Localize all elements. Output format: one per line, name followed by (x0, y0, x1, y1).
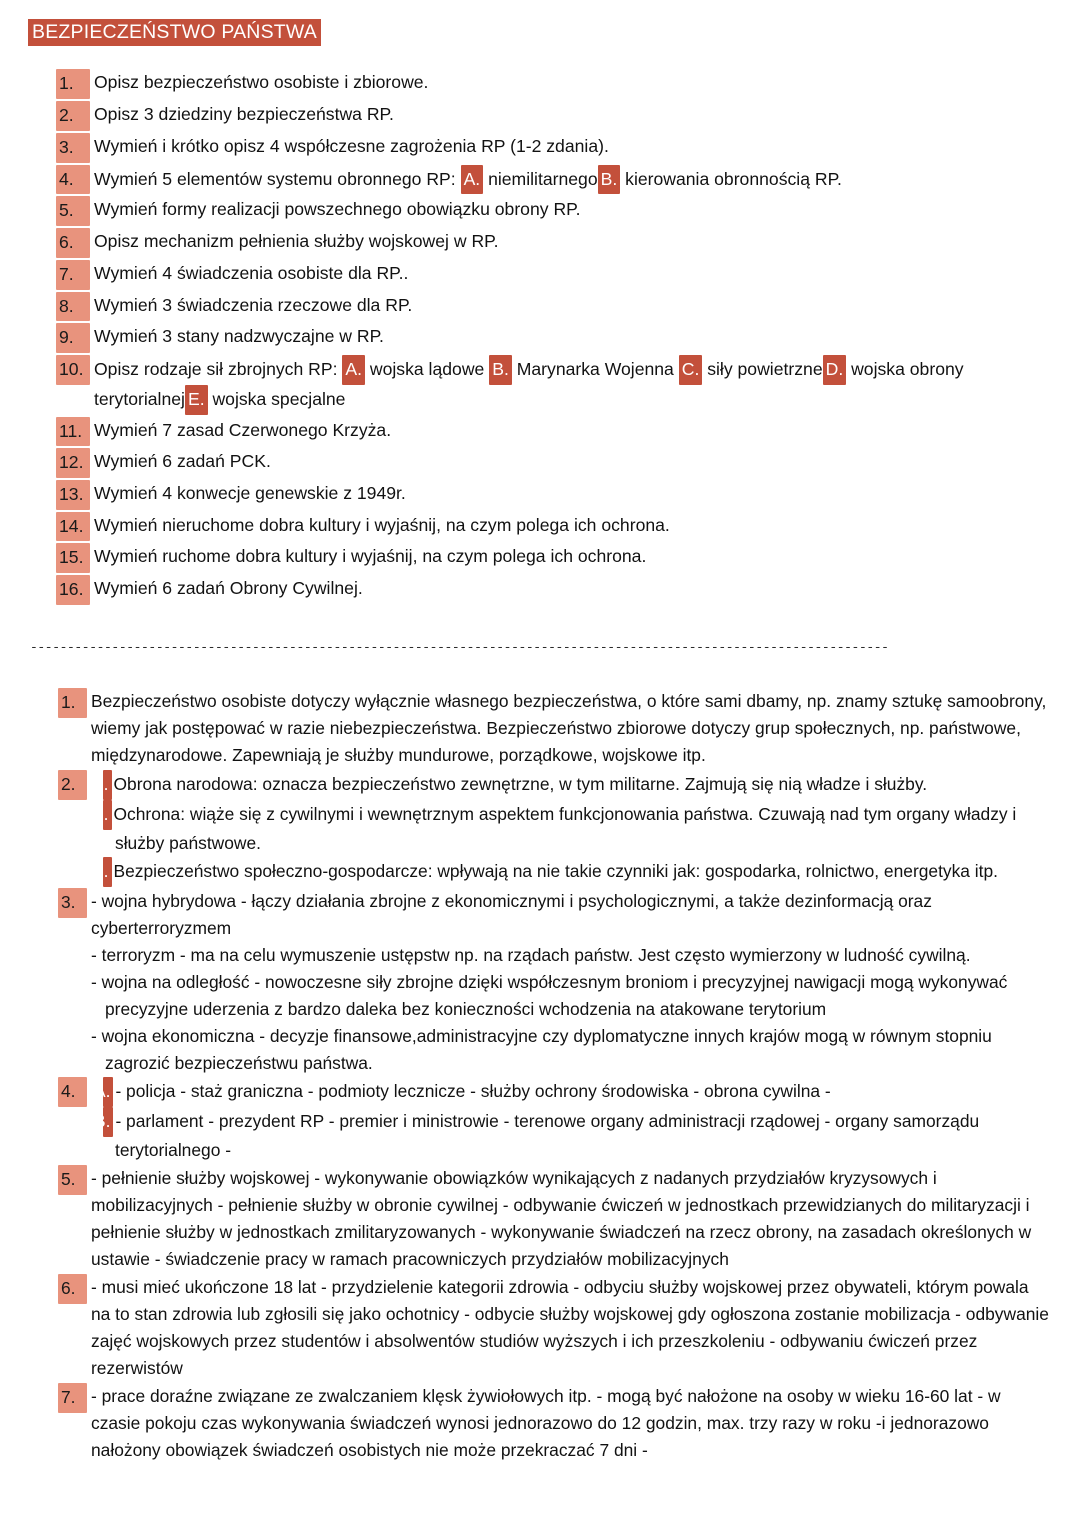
subpoint-text-1: Obrona narodowa: oznacza bezpieczeństwo zewnętrzne, w tym militarne. Zajmują się nią władze i służby. (113, 773, 928, 794)
answer-subpoint (91, 1107, 1050, 1164)
question-text: Wymień 3 stany nadzwyczajne w RP. (94, 326, 384, 347)
option-text-a: wojska lądowe (369, 359, 485, 380)
question-text (94, 165, 1050, 195)
answer-item (58, 1383, 1050, 1464)
answer-subpoint (91, 1077, 1050, 1107)
answer-bullet: - wojna hybrydowa - łączy działania zbrojne z ekonomicznymi i psychologicznymi, a także dezinformacją oraz cyberterroryzmem (91, 890, 932, 938)
subpoint-label-b: B. (103, 1107, 113, 1137)
option-label-a: A. (461, 165, 484, 195)
answer-paragraph: - pełnienie służby wojskowej - wykonywanie obowiązków wynikających z nadanych przydziałów kryzysowych i mobilizacyjnych - pełnienie służby w obronie cywilnej - odbywanie ćwiczeń w jednostkach przewidzianych do militaryzacji i pełnienie służby w jednostkach zmilitaryzowanych - wykonywanie świadczeń na rzecz obrony, na zasadach określonych w ustawie - świadczenie pracy w ramach pracowniczych przydziałów mobilizacyjnych (91, 1168, 1032, 1270)
answer-bullet: - wojna na odległość - nowoczesne siły zbrojne dzięki współczesnym broniom i precyzyjnej nawigacji mogą wykonywać precyzyjne uderzenia z bardzo daleka bez konieczności wchodzenia na atakowane terytorium (91, 971, 1008, 1019)
question-text: Wymień nieruchome dobra kultury i wyjaśnij, na czym polega ich ochrona. (94, 514, 670, 535)
question-number: 2. (56, 101, 90, 131)
answer-paragraph: - prace doraźne związane ze zwalczaniem klęsk żywiołowych itp. - mogą być nałożone na osoby w wieku 16-60 lat - w czasie pokoju czas wykonywania świadczeń wynosi jednorazowo do 12 godzin, max. trzy razy w roku -i jednorazowo nałożony obowiązek świadczeń osobistych nie może przekraczać 7 dni - (91, 1386, 1001, 1461)
question-item (56, 480, 1050, 510)
answer-bullet: - terroryzm - ma na celu wymuszenie ustępstw np. na rządach państw. Jest często wymierzony w ludność cywilną. (91, 944, 971, 965)
answer-subpoint (91, 770, 1050, 800)
subpoint-label-3: 3. (103, 857, 112, 887)
question-number: 14. (56, 512, 90, 542)
answer-number: 7. (58, 1383, 88, 1413)
answer-item (58, 1274, 1050, 1382)
question-item (56, 323, 1050, 353)
question-number: 8. (56, 292, 90, 322)
question-number: 3. (56, 133, 90, 163)
question-text: Opisz mechanizm pełnienia służby wojskowej w RP. (94, 231, 499, 252)
answer-body (91, 1077, 1050, 1164)
question-text: Wymień 6 zadań PCK. (94, 451, 271, 472)
answer-number: 6. (58, 1274, 88, 1304)
question-text: Wymień 4 świadczenia osobiste dla RP.. (94, 262, 409, 283)
answer-body (91, 688, 1050, 769)
page-title: BEZPIECZEŃSTWO PAŃSTWA (28, 19, 321, 46)
question-number: 15. (56, 543, 90, 573)
question-item (56, 69, 1050, 99)
option-text-d: wojska obrony terytorialnej (94, 359, 964, 409)
answer-item (58, 1165, 1050, 1273)
question-text: Wymień 4 konwecje genewskie z 1949r. (94, 482, 406, 503)
question-number: 4. (56, 165, 90, 195)
question-number: 11. (56, 417, 90, 447)
answer-body (91, 1165, 1050, 1273)
subpoint-label-1: 1. (103, 770, 112, 800)
question-number: 16. (56, 575, 90, 605)
question-lead: Wymień 5 elementów systemu obronnego RP: (94, 168, 456, 189)
question-item (56, 355, 1050, 414)
option-label-e: E. (185, 385, 208, 415)
question-item (56, 196, 1050, 226)
question-item (56, 543, 1050, 573)
option-text-b: kierowania obronnością RP. (625, 168, 842, 189)
option-label-a: A. (342, 355, 365, 385)
question-item (56, 448, 1050, 478)
subpoint-text-b: - parlament - prezydent RP - premier i ministrowie - terenowe organy administracji rządowej - organy samorządu terytorialnego - (115, 1111, 980, 1161)
question-number: 10. (56, 355, 90, 385)
option-text-c: siły powietrzne (707, 359, 823, 380)
question-item (56, 575, 1050, 605)
answer-number: 1. (58, 688, 88, 718)
question-item (56, 228, 1050, 258)
question-item (56, 260, 1050, 290)
option-label-d: D. (823, 355, 847, 385)
question-text (94, 355, 1050, 414)
answer-subpoint (91, 800, 1050, 857)
question-text: Wymień 3 świadczenia rzeczowe dla RP. (94, 294, 413, 315)
question-text: Wymień 6 zadań Obrony Cywilnej. (94, 578, 363, 599)
question-number: 12. (56, 448, 90, 478)
answer-number: 5. (58, 1165, 88, 1195)
question-item (56, 133, 1050, 163)
option-text-a: niemilitarnego (488, 168, 598, 189)
answer-body (91, 1383, 1050, 1464)
option-label-c: C. (679, 355, 703, 385)
subpoint-text-2: Ochrona: wiąże się z cywilnymi i wewnętrznym aspektem funkcjonowania państwa. Czuwają nad tym organy władzy i służby państwowe. (113, 803, 1017, 853)
questions-list (28, 69, 1050, 604)
question-number: 9. (56, 323, 90, 353)
question-text: Opisz 3 dziedziny bezpieczeństwa RP. (94, 104, 394, 125)
question-item (56, 165, 1050, 195)
answer-number: 4. (58, 1077, 88, 1107)
question-number: 5. (56, 196, 90, 226)
question-text: Opisz bezpieczeństwo osobiste i zbiorowe. (94, 72, 429, 93)
question-number: 6. (56, 228, 90, 258)
subpoint-text-a: - policja - staż graniczna - podmioty lecznicze - służby ochrony środowiska - obrona cywilna - (115, 1081, 831, 1102)
answer-item (58, 770, 1050, 887)
option-text-b: Marynarka Wojenna (516, 359, 674, 380)
question-text: Wymień ruchome dobra kultury i wyjaśnij, na czym polega ich ochrona. (94, 546, 647, 567)
question-item (56, 292, 1050, 322)
question-number: 1. (56, 69, 90, 99)
answers-list (28, 688, 1050, 1464)
answer-paragraph: - musi mieć ukończone 18 lat - przydzielenie kategorii zdrowia - odbyciu służby wojskowej przez obywateli, którym powala na to stan zdrowia lub zgłosili się jako ochotnicy - odbycie służby wojskowej gdy ogłoszona zostanie mobilizacja - odbywanie zajęć wojskowych przez studentów i absolwentów studiów wyższych i ich przeszkoleniu - odbywaniu ćwiczeń przez rezerwistów (91, 1277, 1049, 1379)
answer-item (58, 888, 1050, 1077)
question-item (56, 417, 1050, 447)
option-label-b: B. (489, 355, 512, 385)
subpoint-label-a: A. (103, 1077, 113, 1107)
question-item (56, 101, 1050, 131)
question-item (56, 512, 1050, 542)
section-divider: -------------------------------------------------------------------------------------------------------------------- (30, 640, 889, 654)
option-label-b: B. (598, 165, 621, 195)
answer-body (91, 770, 1050, 887)
answer-item (58, 1077, 1050, 1164)
document-title-block (28, 22, 1050, 43)
question-number: 7. (56, 260, 90, 290)
answer-number: 3. (58, 888, 88, 918)
answer-number: 2. (58, 770, 88, 800)
answer-bullet: - wojna ekonomiczna - decyzje finansowe,administracyjne czy dyplomatyczne innych krajów mogą w równym stopniu zagrozić bezpieczeństwu państwa. (91, 1025, 992, 1073)
question-text: Wymień i krótko opisz 4 współczesne zagrożenia RP (1-2 zdania). (94, 135, 609, 156)
option-text-e: wojska specjalne (212, 388, 346, 409)
answer-body (91, 888, 1050, 1077)
question-text: Wymień 7 zasad Czerwonego Krzyża. (94, 419, 392, 440)
answer-paragraph: Bezpieczeństwo osobiste dotyczy wyłącznie własnego bezpieczeństwa, o które sami dbamy, np. znamy sztukę samoobrony, wiemy jak postępować w razie niebezpieczeństwa. Bezpieczeństwo zbiorowe dotyczy grup społecznych, np. państwowe, międzynarodowe. Zapewniają je służby mundurowe, porządkowe, wojskowe itp. (91, 690, 1047, 765)
subpoint-text-3: Bezpieczeństwo społeczno-gospodarcze: wpływają na nie takie czynniki jak: gospodarka, rolnictwo, energetyka itp. (113, 860, 999, 881)
answer-item (58, 688, 1050, 769)
subpoint-label-2: 2. (103, 800, 112, 830)
question-number: 13. (56, 480, 90, 510)
question-lead: Opisz rodzaje sił zbrojnych RP: (94, 359, 338, 380)
answer-body (91, 1274, 1050, 1382)
answer-subpoint (91, 857, 1050, 887)
question-text: Wymień formy realizacji powszechnego obowiązku obrony RP. (94, 199, 581, 220)
